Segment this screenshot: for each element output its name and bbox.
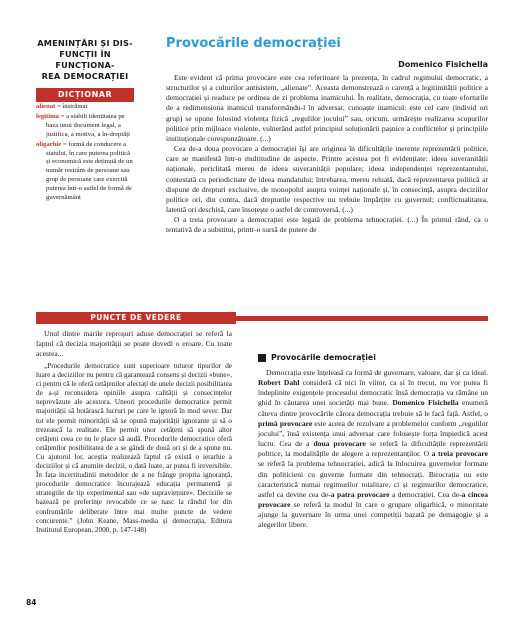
article-author: Domenico Fisichella	[398, 60, 488, 69]
article-title: Provocările democrației	[166, 36, 341, 51]
sidebar-title-line: AMENINȚĂRI ȘI DIS-	[37, 38, 133, 48]
summary-emphasis: a cincea provocare	[258, 489, 488, 510]
article-paragraph: O a treia provocare a democrației este legată de problema tehnocrației. (...) În primul rând, ca o tentativă de a substitui, printr-o sursă de putere de	[166, 215, 488, 235]
summary-text: enumeră câteva dintre provocările cărora democrația trebuie să le facă față. Astfel, o	[258, 398, 488, 418]
summary-heading	[258, 353, 488, 362]
sidebar	[36, 38, 134, 203]
dictionary-definition: = înstrăinat	[55, 103, 88, 110]
summary-heading-text: Provocările democrației	[271, 353, 376, 362]
points-of-view-quote: „Procedurile democratice sunt superioare tuturor tipurilor de luare a deciziilor nu pentru că garantează consens și decizii «bune», ci pentru că le oferă cetățenilor afectați de unele decizii posibilitatea de a-și reconsidera opiniile asupra calității și consecințelor neprevăzute ale acestora. Uneori procedurile democratice permit majorității să hotărască lucruri pe care le ignoră în mod sever. Dar tot ele permit minorității să se opună majorității ignorante și să o trezească la realitate. Ele permit unor cetățeni să spună altor cetățeni ceea ce nu le place să audă. Procedurile democratice oferă cetățenilor posibilitatea de a se gândi de două ori și de a spune nu. Cu ajutorul lor, aceștia realizează faptul că există o ierarhie a deciziilor și că anumite decizii, o dată luate, ar putea fi ireversibile. În fața incertitudinii metodelor de a ne frânge propria ignoranță, procedurile democratice încurajează educația permanentă și strategiile de tip experimental sau «de supraviețuire». Deciziile se bazează pe preferințe revocabile ce se nasc la rândul lor din confruntările deliberate între mai multe puncte de vedere concurente.” (John Keane, Mass-media și democrația, Editura Institutul European, 2000, p. 147-148)	[36, 362, 232, 534]
dictionary-definition: = a stabili identitatea pe baza unui document legal, a justifica, a motiva, a în-dreptăți	[46, 112, 130, 138]
dictionary-entry	[36, 103, 134, 112]
summary-column	[258, 353, 488, 531]
summary-text: este aceea de rezolvare a problemelor conform „regulilor jocului”, însă existența unui adversar care folosește forța împiedică acest lucru. Cea de a	[258, 418, 488, 449]
summary-emphasis: a treia provocare	[431, 449, 488, 459]
summary-text: Democrația este înțeleasă ca formă de guvernare, valoare, dar și ca ideal.	[266, 368, 488, 377]
page-number: 84	[26, 598, 37, 607]
dictionary-header: DICȚIONAR	[36, 88, 134, 102]
sidebar-title-line: FUNCȚII ÎN FUNCȚIONA-	[55, 49, 115, 70]
dictionary-term: alienat	[36, 103, 56, 110]
summary-body	[258, 368, 488, 531]
summary-emphasis: Domenico Fisichella	[392, 398, 459, 408]
dictionary-entry	[36, 141, 134, 203]
summary-emphasis: Robert Dahl	[258, 378, 300, 388]
summary-text: consideră că nici în viitor, ca și în trecut, nu vor putea fi îndeplinite exigențele procesului democratic însă democrația va rămâne un ghid în căutarea unei societăți mai bune.	[258, 378, 488, 408]
summary-text: se referă la problema tehnocrației, adică la înlocuirea guvernelor formate din politicieni cu guverne formate din tehnocrați. Birocrația nu este caracteristică numai regimurilor totalitare, ci și regimurilor democratice, astfel ca devine cea de-	[258, 459, 488, 499]
points-of-view-intro: Unul dintre marile reproșuri aduse democrației se referă la faptul că decizia majorității se poate dovedi o eroare. Cu toate acestea...	[36, 329, 232, 358]
article-paragraph: Cea de-a doua provocare a democrației își are originea în dificultățile inerente reprezentării politice, care se manifestă într-o multitudine de aspecte. Printre acestea pot fi evidențiate: ideea suveranității naționale, periclitată mereu de ideea suveranității populare; ideea independenței reprezentantului, contestată cu periodicitate de ideea mandatului; întrebarea, mereu reluată, dacă reprezentarea politică ar dispune de drepturi exclusive, de monopolul asupra voinței naționale și, în consecință, asupra deciziilor politice ori, din contra, dacă drepturile respective nu trebuie împărțite cu guvernul; conflictualitatea, latentă ori deschisă, care însoțește o astfel de controversă. (...)	[166, 144, 488, 215]
dictionary-term: legitima	[36, 112, 60, 120]
article-paragraph: Este evident că prima provocare este cea referitoare la prezența, în cadrul regimului democratic, a structurilor și a culturilor antisistem, „alienate”. Aceasta demonstrează o carență a legitimității politice a democrației și readuce pe ordinea de zi problema inamicului. În realitate, democrația, cu toate eforturile de a redimensiona inamicul transformându-l în adversar, cunoaște inamicul: este cel care (individ ori grup) se opune folosind violența fizică „regulilor jocului” sau, oricum, urmărește realizarea scopurilor politice prin mijloace violente, vulnerând astfel principiul soluționării pașnice a conflictelor și principiile instituționale corespunzătoare. (...)	[166, 73, 488, 143]
summary-text: se referă la modul în care o grupare oligarhică, o minoritate ajunge la guvernare în urma unei competiții bazată pe demagogie și a alegerilor libere.	[258, 500, 488, 530]
sidebar-title	[36, 38, 134, 82]
summary-emphasis: primă provocare	[258, 418, 313, 428]
dictionary-entry	[36, 113, 134, 140]
summary-text: a democrației. Cea de-	[389, 489, 462, 499]
square-bullet-icon	[258, 354, 266, 362]
sidebar-title-line: REA DEMOCRAȚIEI	[41, 71, 129, 81]
main-article	[166, 36, 488, 236]
summary-emphasis: a patra provocare	[330, 489, 390, 499]
dictionary-term: oligarhie	[36, 140, 62, 148]
article-body	[166, 73, 488, 236]
dictionary-definition: = formă de conducere a statului, în care puterea politică și economică este deținută de un număr restrâns de persoane sau grup de persoane care exercită puterea într-o astfel de formă de guvernământ	[46, 140, 133, 202]
summary-text: se referă la dificultățile reprezentării politice, la modalitățile de alegere a reprezentanților. O	[258, 439, 488, 459]
points-of-view-header: PUNCTE DE VEDERE	[36, 312, 236, 324]
section-divider	[236, 316, 488, 321]
points-of-view-column	[36, 329, 232, 535]
summary-emphasis: doua provocare	[313, 439, 366, 449]
